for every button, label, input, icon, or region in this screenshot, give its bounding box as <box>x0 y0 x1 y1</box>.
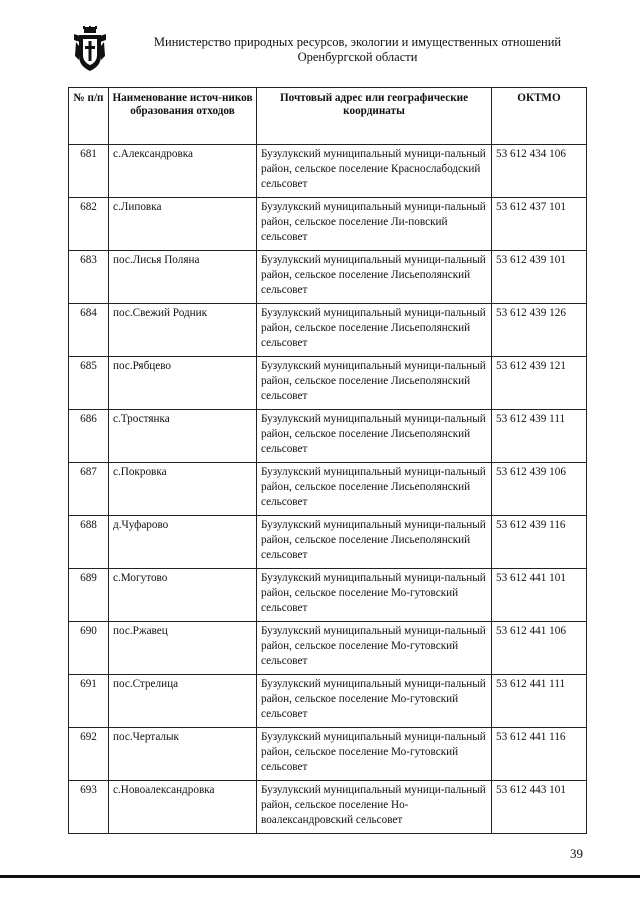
bottom-divider <box>0 875 640 878</box>
table-row <box>69 781 587 834</box>
source-name: пос.Стрелица <box>109 675 257 728</box>
source-name: д.Чуфарово <box>109 516 257 569</box>
row-number: 693 <box>69 781 109 834</box>
row-number: 683 <box>69 251 109 304</box>
oktmo-code: 53 612 434 106 <box>492 145 587 198</box>
column-header-source-name: Наименование источ-ников образования отходов <box>109 88 257 145</box>
table-row <box>69 251 587 304</box>
source-name: пос.Ржавец <box>109 622 257 675</box>
oktmo-code: 53 612 439 116 <box>492 516 587 569</box>
source-name: с.Липовка <box>109 198 257 251</box>
row-number: 690 <box>69 622 109 675</box>
oktmo-code: 53 612 439 111 <box>492 410 587 463</box>
table-row <box>69 622 587 675</box>
address: Бузулукский муниципальный муници-пальный район, сельское поселение Мо-гутовский сельсовет <box>257 675 492 728</box>
source-name: пос.Свежий Родник <box>109 304 257 357</box>
address: Бузулукский муниципальный муници-пальный район, сельское поселение Краснослабодский сельсовет <box>257 145 492 198</box>
source-name: пос.Черталык <box>109 728 257 781</box>
row-number: 681 <box>69 145 109 198</box>
oktmo-code: 53 612 441 101 <box>492 569 587 622</box>
row-number: 687 <box>69 463 109 516</box>
address: Бузулукский муниципальный муници-пальный район, сельское поселение Лисьеполянский сельсовет <box>257 357 492 410</box>
source-name: с.Тростянка <box>109 410 257 463</box>
row-number: 688 <box>69 516 109 569</box>
column-header-address: Почтовый адрес или географические координаты <box>257 88 492 145</box>
table-row <box>69 198 587 251</box>
table-row <box>69 410 587 463</box>
address: Бузулукский муниципальный муници-пальный район, сельское поселение Но-воалександровский сельсовет <box>257 781 492 834</box>
oktmo-code: 53 612 441 116 <box>492 728 587 781</box>
coat-of-arms-icon <box>72 26 108 72</box>
column-header-number: № п/п <box>69 88 109 145</box>
source-name: с.Покровка <box>109 463 257 516</box>
address: Бузулукский муниципальный муници-пальный район, сельское поселение Лисьеполянский сельсовет <box>257 410 492 463</box>
page-number: 39 <box>570 846 583 861</box>
address: Бузулукский муниципальный муници-пальный район, сельское поселение Лисьеполянский сельсовет <box>257 516 492 569</box>
table-row <box>69 357 587 410</box>
table-row <box>69 569 587 622</box>
row-number: 689 <box>69 569 109 622</box>
address: Бузулукский муниципальный муници-пальный район, сельское поселение Лисьеполянский сельсовет <box>257 251 492 304</box>
table-header-row <box>69 88 587 145</box>
row-number: 685 <box>69 357 109 410</box>
source-name: с.Александровка <box>109 145 257 198</box>
source-name: с.Могутово <box>109 569 257 622</box>
oktmo-code: 53 612 439 106 <box>492 463 587 516</box>
source-name: пос.Рябцево <box>109 357 257 410</box>
row-number: 692 <box>69 728 109 781</box>
oktmo-code: 53 612 437 101 <box>492 198 587 251</box>
oktmo-code: 53 612 443 101 <box>492 781 587 834</box>
waste-sources-table <box>68 87 587 834</box>
table-row <box>69 516 587 569</box>
oktmo-code: 53 612 441 106 <box>492 622 587 675</box>
column-header-oktmo: ОКТМО <box>492 88 587 145</box>
oktmo-code: 53 612 439 101 <box>492 251 587 304</box>
source-name: пос.Лисья Поляна <box>109 251 257 304</box>
address: Бузулукский муниципальный муници-пальный район, сельское поселение Ли-повский сельсовет <box>257 198 492 251</box>
oktmo-code: 53 612 441 111 <box>492 675 587 728</box>
row-number: 686 <box>69 410 109 463</box>
table-row <box>69 728 587 781</box>
row-number: 691 <box>69 675 109 728</box>
address: Бузулукский муниципальный муници-пальный район, сельское поселение Мо-гутовский сельсовет <box>257 728 492 781</box>
table-row <box>69 304 587 357</box>
header-line-region: Оренбургской области <box>297 50 418 64</box>
address: Бузулукский муниципальный муници-пальный район, сельское поселение Мо-гутовский сельсовет <box>257 569 492 622</box>
row-number: 684 <box>69 304 109 357</box>
address: Бузулукский муниципальный муници-пальный район, сельское поселение Лисьеполянский сельсовет <box>257 304 492 357</box>
row-number: 682 <box>69 198 109 251</box>
oktmo-code: 53 612 439 126 <box>492 304 587 357</box>
header-line-ministry: Министерство природных ресурсов, экологии и имущественных отношений <box>153 35 562 49</box>
source-name: с.Новоалександровка <box>109 781 257 834</box>
ministry-header <box>115 35 600 65</box>
address: Бузулукский муниципальный муници-пальный район, сельское поселение Лисьеполянский сельсовет <box>257 463 492 516</box>
oktmo-code: 53 612 439 121 <box>492 357 587 410</box>
table-row <box>69 145 587 198</box>
table-row <box>69 675 587 728</box>
address: Бузулукский муниципальный муници-пальный район, сельское поселение Мо-гутовский сельсовет <box>257 622 492 675</box>
table-row <box>69 463 587 516</box>
